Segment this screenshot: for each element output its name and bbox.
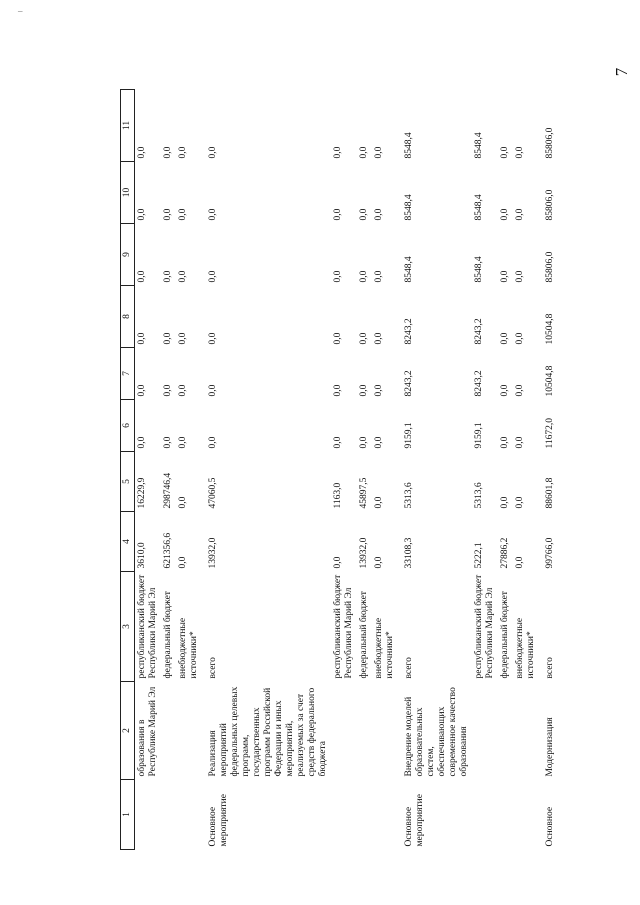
- column-header-2: 2: [121, 682, 135, 780]
- value-cell: 0,0: [208, 146, 218, 159]
- measure-name-cell: [513, 682, 539, 780]
- value-cell: 0,0: [208, 384, 218, 397]
- value-cell: 0,0: [137, 270, 147, 283]
- value-cell: 0,0: [515, 384, 525, 397]
- column-header-4: 4: [121, 512, 135, 572]
- value-cell: 0,0: [500, 436, 510, 449]
- value-cell: 0,0: [500, 270, 510, 283]
- value-cell: 10504,8: [545, 365, 555, 397]
- row-type-cell: Основное: [545, 806, 555, 847]
- table-row: [331, 90, 357, 850]
- value-cell: 0,0: [163, 208, 173, 221]
- measure-name-cell: Реализация мероприятий федеральных целевых программ, государственных программ Российской Федерации и иных мероприятий, реализуемых за счет средств федерального бюджета: [208, 686, 328, 777]
- rotated-table-container: [120, 90, 600, 850]
- value-cell: 0,0: [515, 146, 525, 159]
- funding-source-cell: республиканский бюджет Республики Марий Эл: [333, 574, 354, 679]
- table-body: [135, 90, 559, 850]
- value-cell: 0,0: [163, 436, 173, 449]
- measure-name-cell: образования в Республике Марий Эл: [137, 686, 158, 777]
- row-type-cell: [357, 780, 372, 850]
- value-cell: 0,0: [515, 556, 525, 569]
- measure-name-cell: Внедрение моделей образовательных систем, обеспечивающих современное качество образования: [404, 687, 469, 777]
- measure-name-cell: [331, 682, 357, 780]
- row-type-cell: Основное мероприятие: [404, 794, 425, 847]
- value-cell: 0,0: [333, 556, 343, 569]
- value-cell: 0,0: [137, 208, 147, 221]
- funding-source-cell: всего: [545, 657, 555, 679]
- value-cell: 85806,0: [545, 189, 555, 221]
- table-row: [398, 90, 472, 850]
- value-cell: 298746,4: [163, 472, 173, 509]
- value-cell: 85806,0: [545, 251, 555, 283]
- value-cell: 0,0: [208, 270, 218, 283]
- value-cell: 0,0: [359, 436, 369, 449]
- value-cell: 0,0: [359, 270, 369, 283]
- value-cell: 0,0: [359, 332, 369, 345]
- value-cell: 0,0: [374, 436, 384, 449]
- row-type-cell: [176, 780, 202, 850]
- column-header-10: 10: [121, 162, 135, 224]
- value-cell: 8548,4: [404, 256, 414, 283]
- corner-mark: –: [18, 6, 23, 16]
- value-cell: 8548,4: [404, 194, 414, 221]
- value-cell: 0,0: [515, 496, 525, 509]
- column-header-11: 11: [121, 90, 135, 162]
- value-cell: 0,0: [178, 270, 188, 283]
- value-cell: 9159,1: [474, 422, 484, 449]
- value-cell: 0,0: [163, 146, 173, 159]
- measure-name-cell: [372, 682, 398, 780]
- value-cell: 8548,4: [474, 132, 484, 159]
- value-cell: 0,0: [208, 332, 218, 345]
- value-cell: 0,0: [500, 384, 510, 397]
- value-cell: 9159,1: [404, 422, 414, 449]
- header-row: [121, 90, 135, 850]
- value-cell: 0,0: [178, 384, 188, 397]
- value-cell: 0,0: [359, 208, 369, 221]
- row-type-cell: [135, 780, 162, 850]
- value-cell: 0,0: [515, 332, 525, 345]
- value-cell: 10504,8: [545, 313, 555, 345]
- measure-name-cell: [161, 682, 176, 780]
- value-cell: 0,0: [333, 146, 343, 159]
- value-cell: 47060,5: [208, 477, 218, 509]
- value-cell: 621356,6: [163, 532, 173, 569]
- value-cell: 0,0: [333, 270, 343, 283]
- table-row: [202, 90, 331, 850]
- value-cell: 5313,6: [404, 482, 414, 509]
- funding-source-cell: федеральный бюджет: [359, 591, 369, 679]
- funding-source-cell: федеральный бюджет: [163, 591, 173, 679]
- column-header-9: 9: [121, 224, 135, 286]
- value-cell: 0,0: [374, 384, 384, 397]
- value-cell: 0,0: [208, 208, 218, 221]
- value-cell: 0,0: [515, 270, 525, 283]
- value-cell: 0,0: [374, 332, 384, 345]
- funding-source-cell: республиканский бюджет Республики Марий Эл: [474, 574, 495, 679]
- row-type-cell: [472, 780, 498, 850]
- value-cell: 0,0: [359, 384, 369, 397]
- value-cell: 8243,2: [404, 318, 414, 345]
- value-cell: 0,0: [374, 496, 384, 509]
- value-cell: 0,0: [178, 146, 188, 159]
- measure-name-cell: [472, 682, 498, 780]
- value-cell: 0,0: [500, 208, 510, 221]
- table-row: [539, 90, 558, 850]
- funding-source-cell: внебюджетные источники*: [374, 617, 395, 679]
- row-type-cell: [372, 780, 398, 850]
- value-cell: 0,0: [333, 384, 343, 397]
- value-cell: 0,0: [374, 208, 384, 221]
- value-cell: 5222,1: [474, 542, 484, 569]
- value-cell: 0,0: [178, 436, 188, 449]
- value-cell: 1163,0: [333, 482, 343, 509]
- row-type-cell: [161, 780, 176, 850]
- table-row: [135, 90, 162, 850]
- value-cell: 45897,5: [359, 477, 369, 509]
- value-cell: 0,0: [163, 332, 173, 345]
- value-cell: 0,0: [333, 332, 343, 345]
- measure-name-cell: [357, 682, 372, 780]
- value-cell: 3610,0: [137, 542, 147, 569]
- table-row: [513, 90, 539, 850]
- value-cell: 88601,8: [545, 477, 555, 509]
- value-cell: 0,0: [163, 384, 173, 397]
- value-cell: 0,0: [178, 556, 188, 569]
- page-number: 7: [612, 67, 631, 77]
- column-header-1: 1: [121, 780, 135, 850]
- value-cell: 0,0: [500, 146, 510, 159]
- budget-table: [120, 89, 558, 850]
- value-cell: 0,0: [178, 208, 188, 221]
- value-cell: 16229,9: [137, 477, 147, 509]
- value-cell: 0,0: [374, 146, 384, 159]
- table-row: [176, 90, 202, 850]
- column-header-7: 7: [121, 348, 135, 400]
- value-cell: 0,0: [500, 332, 510, 345]
- value-cell: 33108,3: [404, 537, 414, 569]
- value-cell: 0,0: [137, 384, 147, 397]
- column-header-5: 5: [121, 452, 135, 512]
- value-cell: 27886,2: [500, 537, 510, 569]
- column-header-6: 6: [121, 400, 135, 452]
- value-cell: 0,0: [333, 208, 343, 221]
- funding-source-cell: внебюджетные источники*: [515, 617, 536, 679]
- column-header-3: 3: [121, 572, 135, 682]
- table-row: [498, 90, 513, 850]
- value-cell: 0,0: [178, 332, 188, 345]
- measure-name-cell: [498, 682, 513, 780]
- value-cell: 0,0: [137, 146, 147, 159]
- value-cell: 13932,0: [208, 537, 218, 569]
- value-cell: 11672,0: [545, 417, 555, 449]
- value-cell: 0,0: [359, 146, 369, 159]
- funding-source-cell: федеральный бюджет: [500, 591, 510, 679]
- funding-source-cell: внебюджетные источники*: [178, 617, 199, 679]
- table-row: [372, 90, 398, 850]
- funding-source-cell: всего: [208, 657, 218, 679]
- measure-name-cell: [176, 682, 202, 780]
- value-cell: 0,0: [374, 270, 384, 283]
- value-cell: 5313,6: [474, 482, 484, 509]
- row-type-cell: [331, 780, 357, 850]
- value-cell: 0,0: [178, 496, 188, 509]
- value-cell: 0,0: [333, 436, 343, 449]
- funding-source-cell: всего: [404, 657, 414, 679]
- table-row: [161, 90, 176, 850]
- value-cell: 8243,2: [404, 370, 414, 397]
- value-cell: 0,0: [137, 436, 147, 449]
- value-cell: 0,0: [515, 436, 525, 449]
- value-cell: 99766,0: [545, 537, 555, 569]
- measure-name-cell: Модернизация: [545, 717, 555, 777]
- value-cell: 13932,0: [359, 537, 369, 569]
- value-cell: 0,0: [515, 208, 525, 221]
- value-cell: 0,0: [374, 556, 384, 569]
- table-row: [472, 90, 498, 850]
- column-header-8: 8: [121, 286, 135, 348]
- value-cell: 0,0: [137, 332, 147, 345]
- value-cell: 8548,4: [404, 132, 414, 159]
- value-cell: 0,0: [208, 436, 218, 449]
- row-type-cell: Основное мероприятие: [208, 794, 229, 847]
- value-cell: 0,0: [163, 270, 173, 283]
- value-cell: 0,0: [500, 496, 510, 509]
- value-cell: 8243,2: [474, 370, 484, 397]
- table-row: [357, 90, 372, 850]
- funding-source-cell: республиканский бюджет Республики Марий Эл: [137, 574, 158, 679]
- value-cell: 8548,4: [474, 194, 484, 221]
- row-type-cell: [498, 780, 513, 850]
- row-type-cell: [513, 780, 539, 850]
- value-cell: 85806,0: [545, 127, 555, 159]
- value-cell: 8548,4: [474, 256, 484, 283]
- value-cell: 8243,2: [474, 318, 484, 345]
